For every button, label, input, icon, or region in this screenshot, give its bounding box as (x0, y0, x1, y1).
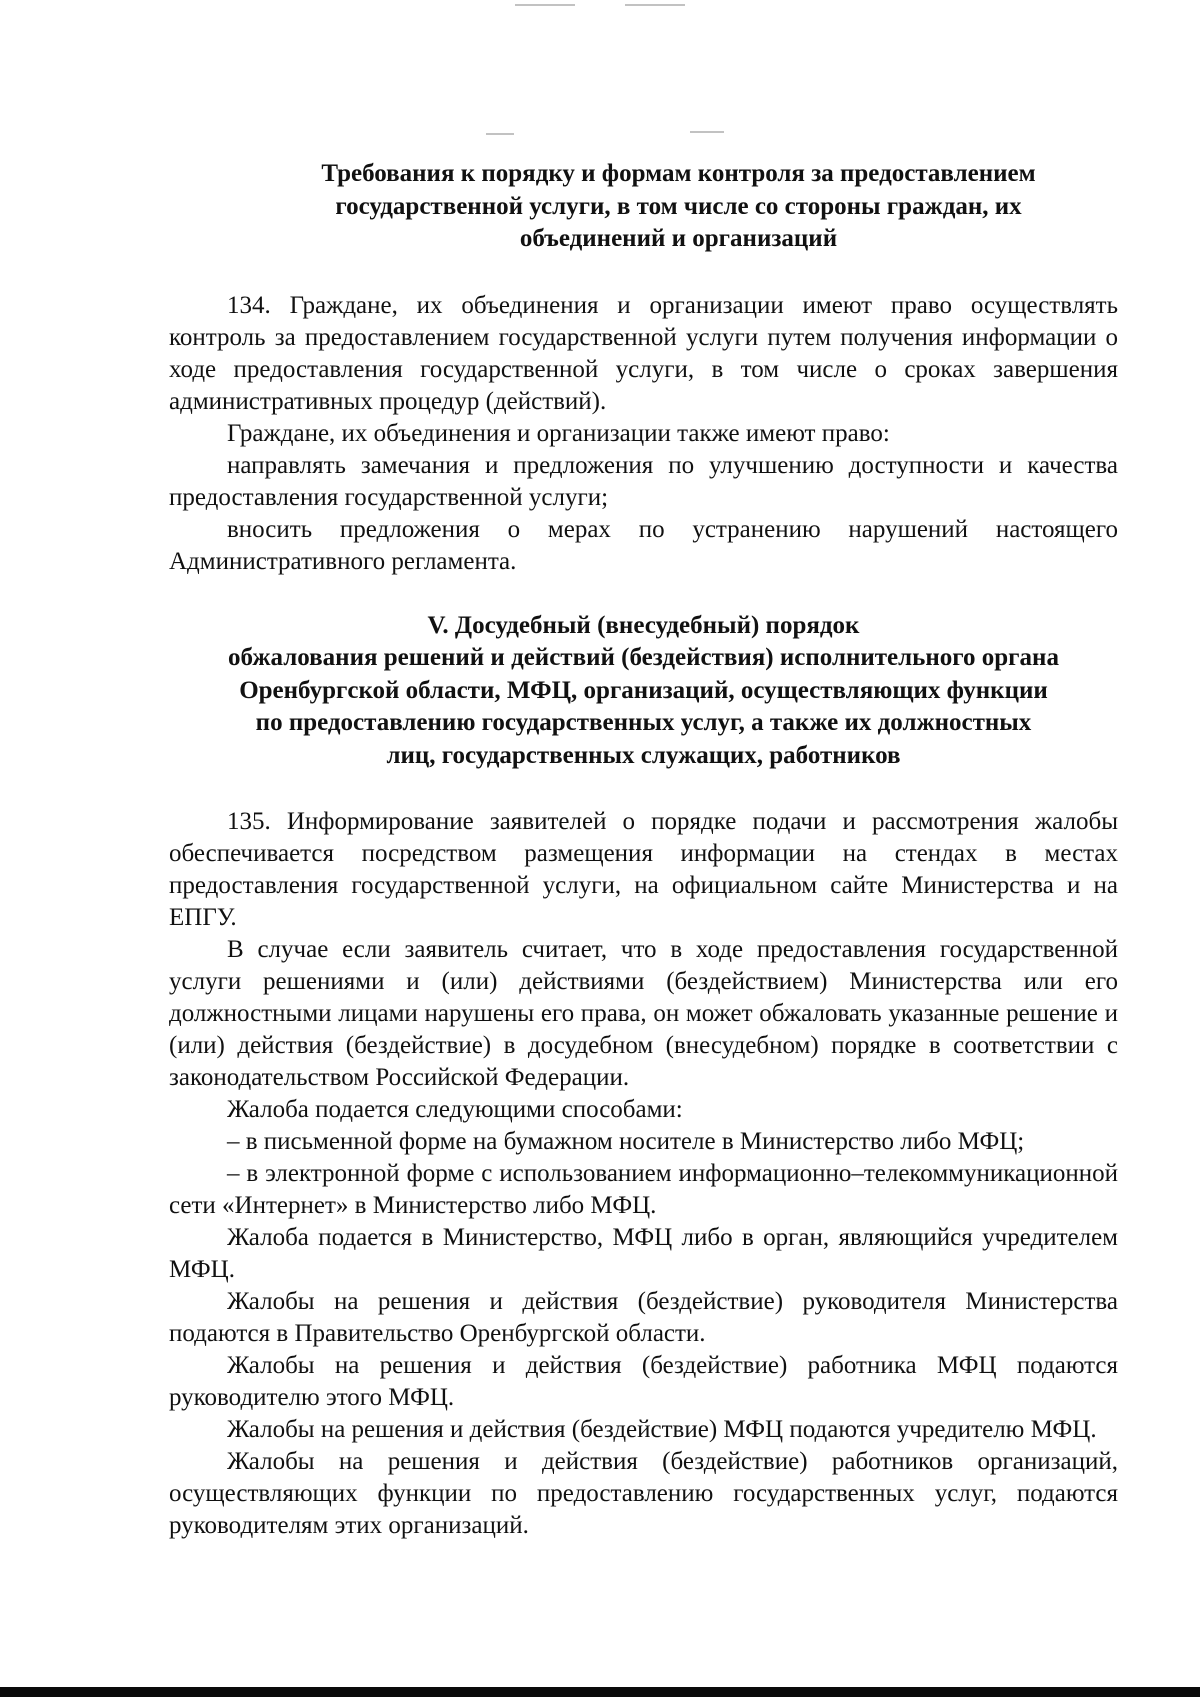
scan-speck (486, 133, 514, 135)
paragraph-method-paper: – в письменной форме на бумажном носителе в Министерство либо МФЦ; (227, 1128, 1025, 1155)
heading-line: обжалования решений и действий (бездействия) исполнительного органа (228, 644, 1059, 671)
spacer (169, 772, 1118, 806)
paragraph-violation: В случае если заявитель считает, что в ходе предоставления государственной услуги решениями и (или) действиями (бездействием) Министерства или его должностными лицами нарушены его права, он может обжаловать указанные решение и (или) действия (бездействие) в досудебном (внесудебном) порядке в соответствии с законодательством Российской Федерации. (169, 936, 1118, 1091)
paragraph-head-complaints: Жалобы на решения и действия (бездействие) руководителя Министерства подаются в Правительство Оренбургской области. (169, 1288, 1118, 1347)
spacer (169, 578, 1118, 610)
heading-line: лиц, государственных служащих, работников (386, 741, 901, 769)
scan-speck (625, 4, 685, 6)
heading-line: объединений и организаций (519, 225, 838, 252)
paragraph-135: 135. Информирование заявителей о порядке подачи и рассмотрения жалобы обеспечивается посредством размещения информации на стендах в местах предоставления государственной услуги, на официальном сайте Министерства и на ЕПГУ. (169, 808, 1118, 931)
heading-line: Оренбургской области, МФЦ, организаций, осуществляющих функции (239, 676, 1048, 704)
paragraph-method-electronic: – в электронной форме с использованием информационно–телекоммуникационной сети «Интернет» в Министерство либо МФЦ. (169, 1160, 1118, 1219)
paragraph-proposals: вносить предложения о мерах по устранению нарушений настоящего Административного регламента. (169, 515, 1118, 575)
paragraph-submit-to: Жалоба подается в Министерство, МФЦ либо в орган, являющийся учредителем МФЦ. (169, 1224, 1118, 1283)
scan-bottom-edge (0, 1687, 1200, 1697)
scan-speck (690, 131, 724, 133)
spacer (169, 256, 1118, 290)
document-content (169, 158, 1118, 1542)
heading-line: по предоставлению государственных услуг, а также их должностных (255, 709, 1032, 736)
paragraph-methods: Жалоба подается следующими способами: (227, 1096, 683, 1123)
paragraph-134: 134. Граждане, их объединения и организации имеют право осуществлять контроль за предоставлением государственной услуги путем получения информации о ходе предоставления государственной услуги, в том числе о сроках завершения административных процедур (действий). (169, 291, 1118, 415)
section-heading-control (169, 158, 1118, 256)
paragraph-organizations: Жалобы на решения и действия (бездействие) работников организаций, осуществляющих функции по предоставлению государственных услуг, подаются руководителям этих организаций. (169, 1448, 1118, 1539)
paragraph-rights: Граждане, их объединения и организации также имеют право: (227, 419, 890, 447)
heading-line: государственной услуги, в том числе со стороны граждан, их (335, 192, 1022, 220)
paragraph-mfc-employee: Жалобы на решения и действия (бездействие) работника МФЦ подаются руководителю этого МФЦ. (169, 1352, 1118, 1411)
scan-speck (515, 4, 575, 6)
paragraph-remarks: направлять замечания и предложения по улучшению доступности и качества предоставления государственной услуги; (169, 451, 1118, 511)
paragraph-mfc: Жалобы на решения и действия (бездействие) МФЦ подаются учредителю МФЦ. (227, 1416, 1097, 1443)
section-heading-appeal (169, 610, 1118, 773)
heading-line: Требования к порядку и формам контроля за предоставлением (321, 160, 1036, 187)
heading-line: V. Досудебный (внесудебный) порядок (427, 611, 860, 639)
